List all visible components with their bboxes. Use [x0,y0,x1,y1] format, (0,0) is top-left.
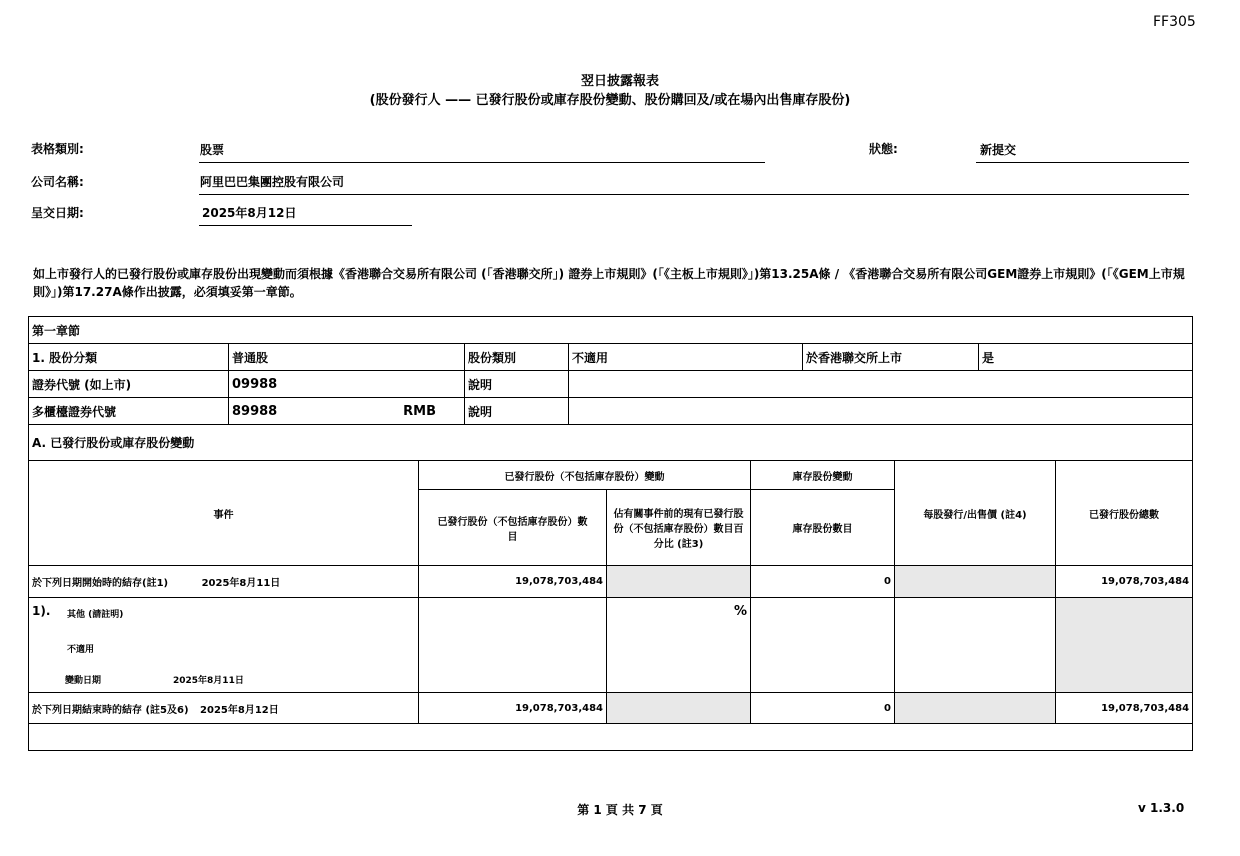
status-value: 新提交 [980,143,1017,157]
col-issued-group-header: 已發行股份（不包括庫存股份）變動 [419,461,751,490]
multi-counter-label: 多櫃檯證券代號 [29,398,229,425]
section1-table [28,316,1193,425]
share-type-label: 股份類別 [465,344,569,371]
share-type-value: 不適用 [569,344,803,371]
table-row-event [29,598,1193,693]
description-label-2: 說明 [465,398,569,425]
company-label: 公司名稱: [31,175,84,189]
section1-heading: 第一章節 [29,317,1193,344]
form-type-underline [199,162,765,163]
closing-date: 2025年8月12日 [200,704,279,716]
closing-pct-blank [607,693,751,724]
page-title: 翌日披露報表 [580,74,659,89]
status-label: 狀態: [869,142,898,156]
table-row-opening [29,566,1193,598]
share-class-value: 普通股 [229,344,465,371]
date-value: 2025年8月12日 [202,206,297,220]
opening-total: 19,078,703,484 [1056,566,1193,598]
event-detail: 不適用 [67,645,95,655]
description-value-1 [569,371,1193,398]
closing-label-cell [29,693,419,724]
listed-label: 於香港聯交所上市 [803,344,979,371]
event-pct: % [607,598,751,693]
form-type-value: 股票 [200,143,225,157]
closing-issued: 19,078,703,484 [419,693,607,724]
form-code: FF305 [1153,14,1196,30]
event-name: 其他 (請註明) [67,610,124,620]
blank-footer-row [29,724,1193,751]
status-underline [976,162,1189,163]
event-issued-blank [419,598,607,693]
col-total-header: 已發行股份總數 [1056,461,1193,566]
event-total-blank [1056,598,1193,693]
date-label: 呈交日期: [31,206,84,220]
col-issued-num-header: 已發行股份（不包括庫存股份）數目 [419,490,607,566]
stock-code-value: 09988 [229,371,465,398]
multi-counter-cell [229,398,465,425]
date-underline [199,225,412,226]
multi-counter-currency: RMB [403,403,436,419]
intro-paragraph: 如上市發行人的已發行股份或庫存股份出現變動而須根據《香港聯合交易所有限公司 (「香港聯交所」) 證券上市規則》(「《主板上市規則》」)第13.25A條 / 《香港聯合交易所有限公司GEM證券上市規則》(「《GEM上市規則》」)第17.27A條作出披露，必須填妥第一章節。 [33,267,1185,299]
event-treasury-blank [751,598,895,693]
share-class-label: 1. 股份分類 [29,344,229,371]
version-label: v 1.3.0 [1138,801,1185,815]
opening-pct-blank [607,566,751,598]
closing-total: 19,078,703,484 [1056,693,1193,724]
event-cell [29,598,419,693]
sectionA-table [28,424,1193,751]
form-type-label: 表格類別: [31,142,84,156]
description-label-1: 說明 [465,371,569,398]
col-treasury-group-header: 庫存股份變動 [751,461,895,490]
company-underline [199,194,1189,195]
col-issued-pct-header: 佔有關事件前的現有已發行股份（不包括庫存股份）數目百分比 (註3) [607,490,751,566]
company-value: 阿里巴巴集團控股有限公司 [200,175,345,189]
page-number: 第 1 頁 共 7 頁 [577,803,663,817]
sectionA-heading: A. 已發行股份或庫存股份變動 [29,425,1193,461]
opening-date: 2025年8月11日 [201,578,281,589]
event-change-date: 2025年8月11日 [173,676,244,686]
description-value-2 [569,398,1193,425]
opening-label: 於下列日期開始時的結存(註1) [32,578,169,589]
table-row-closing [29,693,1193,724]
col-treasury-num-header: 庫存股份數目 [751,490,895,566]
opening-treasury: 0 [751,566,895,598]
closing-price-blank [895,693,1056,724]
opening-price-blank [895,566,1056,598]
multi-counter-value: 89988 [232,403,278,419]
col-price-header: 每股發行/出售價 (註4) [895,461,1056,566]
listed-value: 是 [979,344,1193,371]
stock-code-label: 證券代號 (如上市) [29,371,229,398]
closing-label: 於下列日期結束時的結存 (註5及6) [32,704,189,716]
event-price-blank [895,598,1056,693]
closing-treasury: 0 [751,693,895,724]
col-event-header: 事件 [29,461,419,566]
opening-label-cell [29,566,419,598]
opening-issued: 19,078,703,484 [419,566,607,598]
event-index: 1). [32,604,51,618]
page-subtitle: (股份發行人 —— 已發行股份或庫存股份變動、股份購回及/或在場內出售庫存股份) [369,93,851,108]
event-change-date-label: 變動日期 [65,676,102,686]
